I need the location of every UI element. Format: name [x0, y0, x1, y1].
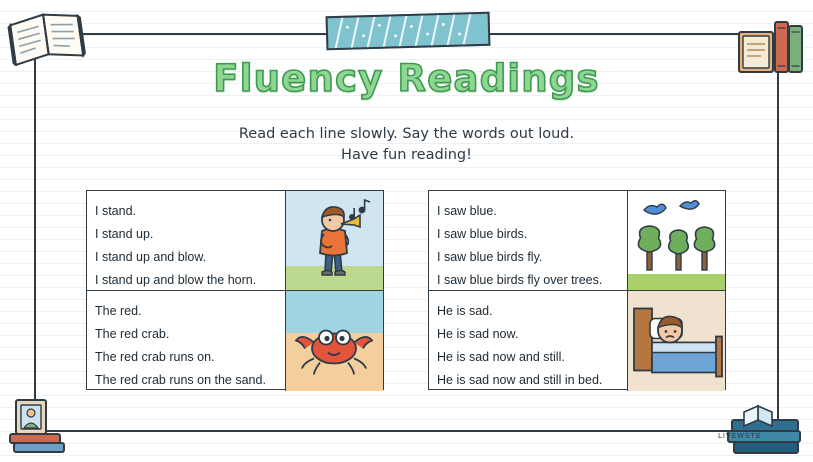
sentence-line: He is sad now and still in bed. — [437, 373, 603, 387]
instructions-line-1: Read each line slowly. Say the words out loud. — [238, 126, 575, 142]
sentence-list — [87, 291, 286, 391]
sentence-list — [429, 291, 628, 391]
page-title: Fluency Readings — [213, 57, 600, 100]
books-with-picture-frame-bottom-left-icon — [6, 394, 84, 456]
reading-card-right — [428, 190, 726, 390]
sentence-line: He is sad. — [437, 304, 493, 318]
sentence-line: I stand. — [95, 204, 136, 218]
sentence-line: He is sad now. — [437, 327, 519, 341]
sentence-line: I stand up and blow the horn. — [95, 273, 257, 287]
sentence-line: The red. — [95, 304, 142, 318]
boy-playing-horn-icon — [286, 191, 383, 290]
sentence-list — [87, 191, 286, 290]
sentence-line: I saw blue birds. — [437, 227, 528, 241]
sentence-line: I saw blue birds fly over trees. — [437, 273, 603, 287]
watermark-label: LIVEWSTE — [718, 432, 762, 440]
table-row — [429, 291, 725, 391]
sentence-line: I saw blue. — [437, 204, 497, 218]
table-row — [429, 191, 725, 291]
sentence-line: The red crab runs on. — [95, 350, 215, 364]
sentence-line: I stand up and blow. — [95, 250, 207, 264]
instructions-line-2: Have fun reading! — [341, 147, 472, 163]
sentence-line: I saw blue birds fly. — [437, 250, 543, 264]
instructions — [0, 124, 813, 166]
washi-tape-icon — [326, 12, 491, 51]
blue-book-stack-bottom-right-icon — [724, 400, 810, 458]
red-crab-on-sand-icon — [286, 291, 383, 391]
table-row — [87, 191, 383, 291]
sad-boy-in-bed-icon — [628, 291, 725, 391]
reading-card-left — [86, 190, 384, 390]
sentence-line: I stand up. — [95, 227, 154, 241]
blue-birds-over-trees-icon — [628, 191, 725, 290]
sentence-line: The red crab. — [95, 327, 170, 341]
sentence-line: He is sad now and still. — [437, 350, 565, 364]
sentence-list — [429, 191, 628, 290]
frame-bottom-line — [34, 430, 779, 432]
sentence-line: The red crab runs on the sand. — [95, 373, 266, 387]
table-row — [87, 291, 383, 391]
